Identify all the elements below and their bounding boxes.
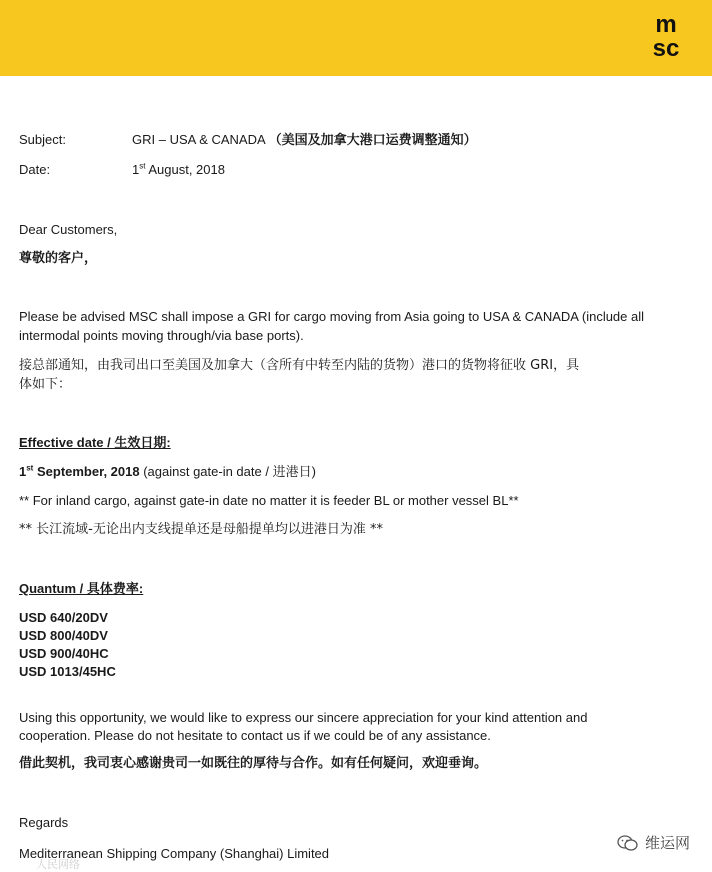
msc-logo	[636, 10, 696, 62]
inland-cargo-note: ** For inland cargo, against gate-in date no matter it is feeder BL or mother vessel BL**	[19, 493, 519, 508]
subject-value: GRI – USA & CANADA （美国及加拿大港口运费调整通知）	[132, 132, 477, 148]
svg-text:m: m	[655, 11, 677, 38]
company-name: Mediterranean Shipping Company (Shanghai) Limited	[19, 846, 330, 861]
notice-cn-line1: 接总部通知，由我司出口至美国及加拿大（含所有中转至内陆的货物）港口的货物将征收 GRI，具	[19, 358, 580, 373]
regards: Regards	[19, 815, 69, 830]
subject-label: Subject:	[19, 132, 66, 147]
date-label: Date:	[19, 162, 51, 177]
rate-item: USD 640/20DV	[19, 610, 108, 625]
notice-cn-line2: 体如下：	[19, 377, 72, 392]
watermark-text: 维运网	[644, 834, 690, 852]
rate-item: USD 1013/45HC	[19, 664, 116, 679]
date-value: 1st August, 2018	[132, 161, 225, 177]
svg-text:sc: sc	[652, 35, 680, 62]
header-banner	[0, 0, 712, 76]
yangtze-note: ** 长江流域-无论出内支线提单还是母船提单均以进港日为准 **	[19, 522, 383, 537]
closing-en-line1: Using this opportunity, we would like to express our sincere appreciation for your kind attention and	[19, 710, 588, 725]
closing-en-line2: cooperation. Please do not hesitate to contact us if we could be of any assistance.	[19, 728, 491, 743]
notice-en-line1: Please be advised MSC shall impose a GRI for cargo moving from Asia going to USA & CANADA (include all	[19, 309, 645, 324]
wechat-icon	[617, 834, 639, 852]
greeting-cn: 尊敬的客户，	[19, 251, 98, 266]
effective-date-heading: Effective date / 生效日期:	[19, 435, 171, 450]
effective-date-value: 1st September, 2018 (against gate-in date / 进港日)	[19, 463, 316, 479]
watermark-left: 人民网络	[36, 858, 80, 871]
notice-en-line2: intermodal points moving through/via base ports).	[19, 328, 304, 343]
greeting-en: Dear Customers,	[19, 222, 118, 237]
quantum-heading: Quantum / 具体费率:	[19, 581, 144, 596]
watermark	[617, 832, 690, 853]
rate-item: USD 900/40HC	[19, 646, 109, 661]
closing-cn: 借此契机，我司衷心感谢贵司一如既往的厚待与合作。如有任何疑问，欢迎垂询。	[19, 756, 488, 771]
rate-item: USD 800/40DV	[19, 628, 108, 643]
